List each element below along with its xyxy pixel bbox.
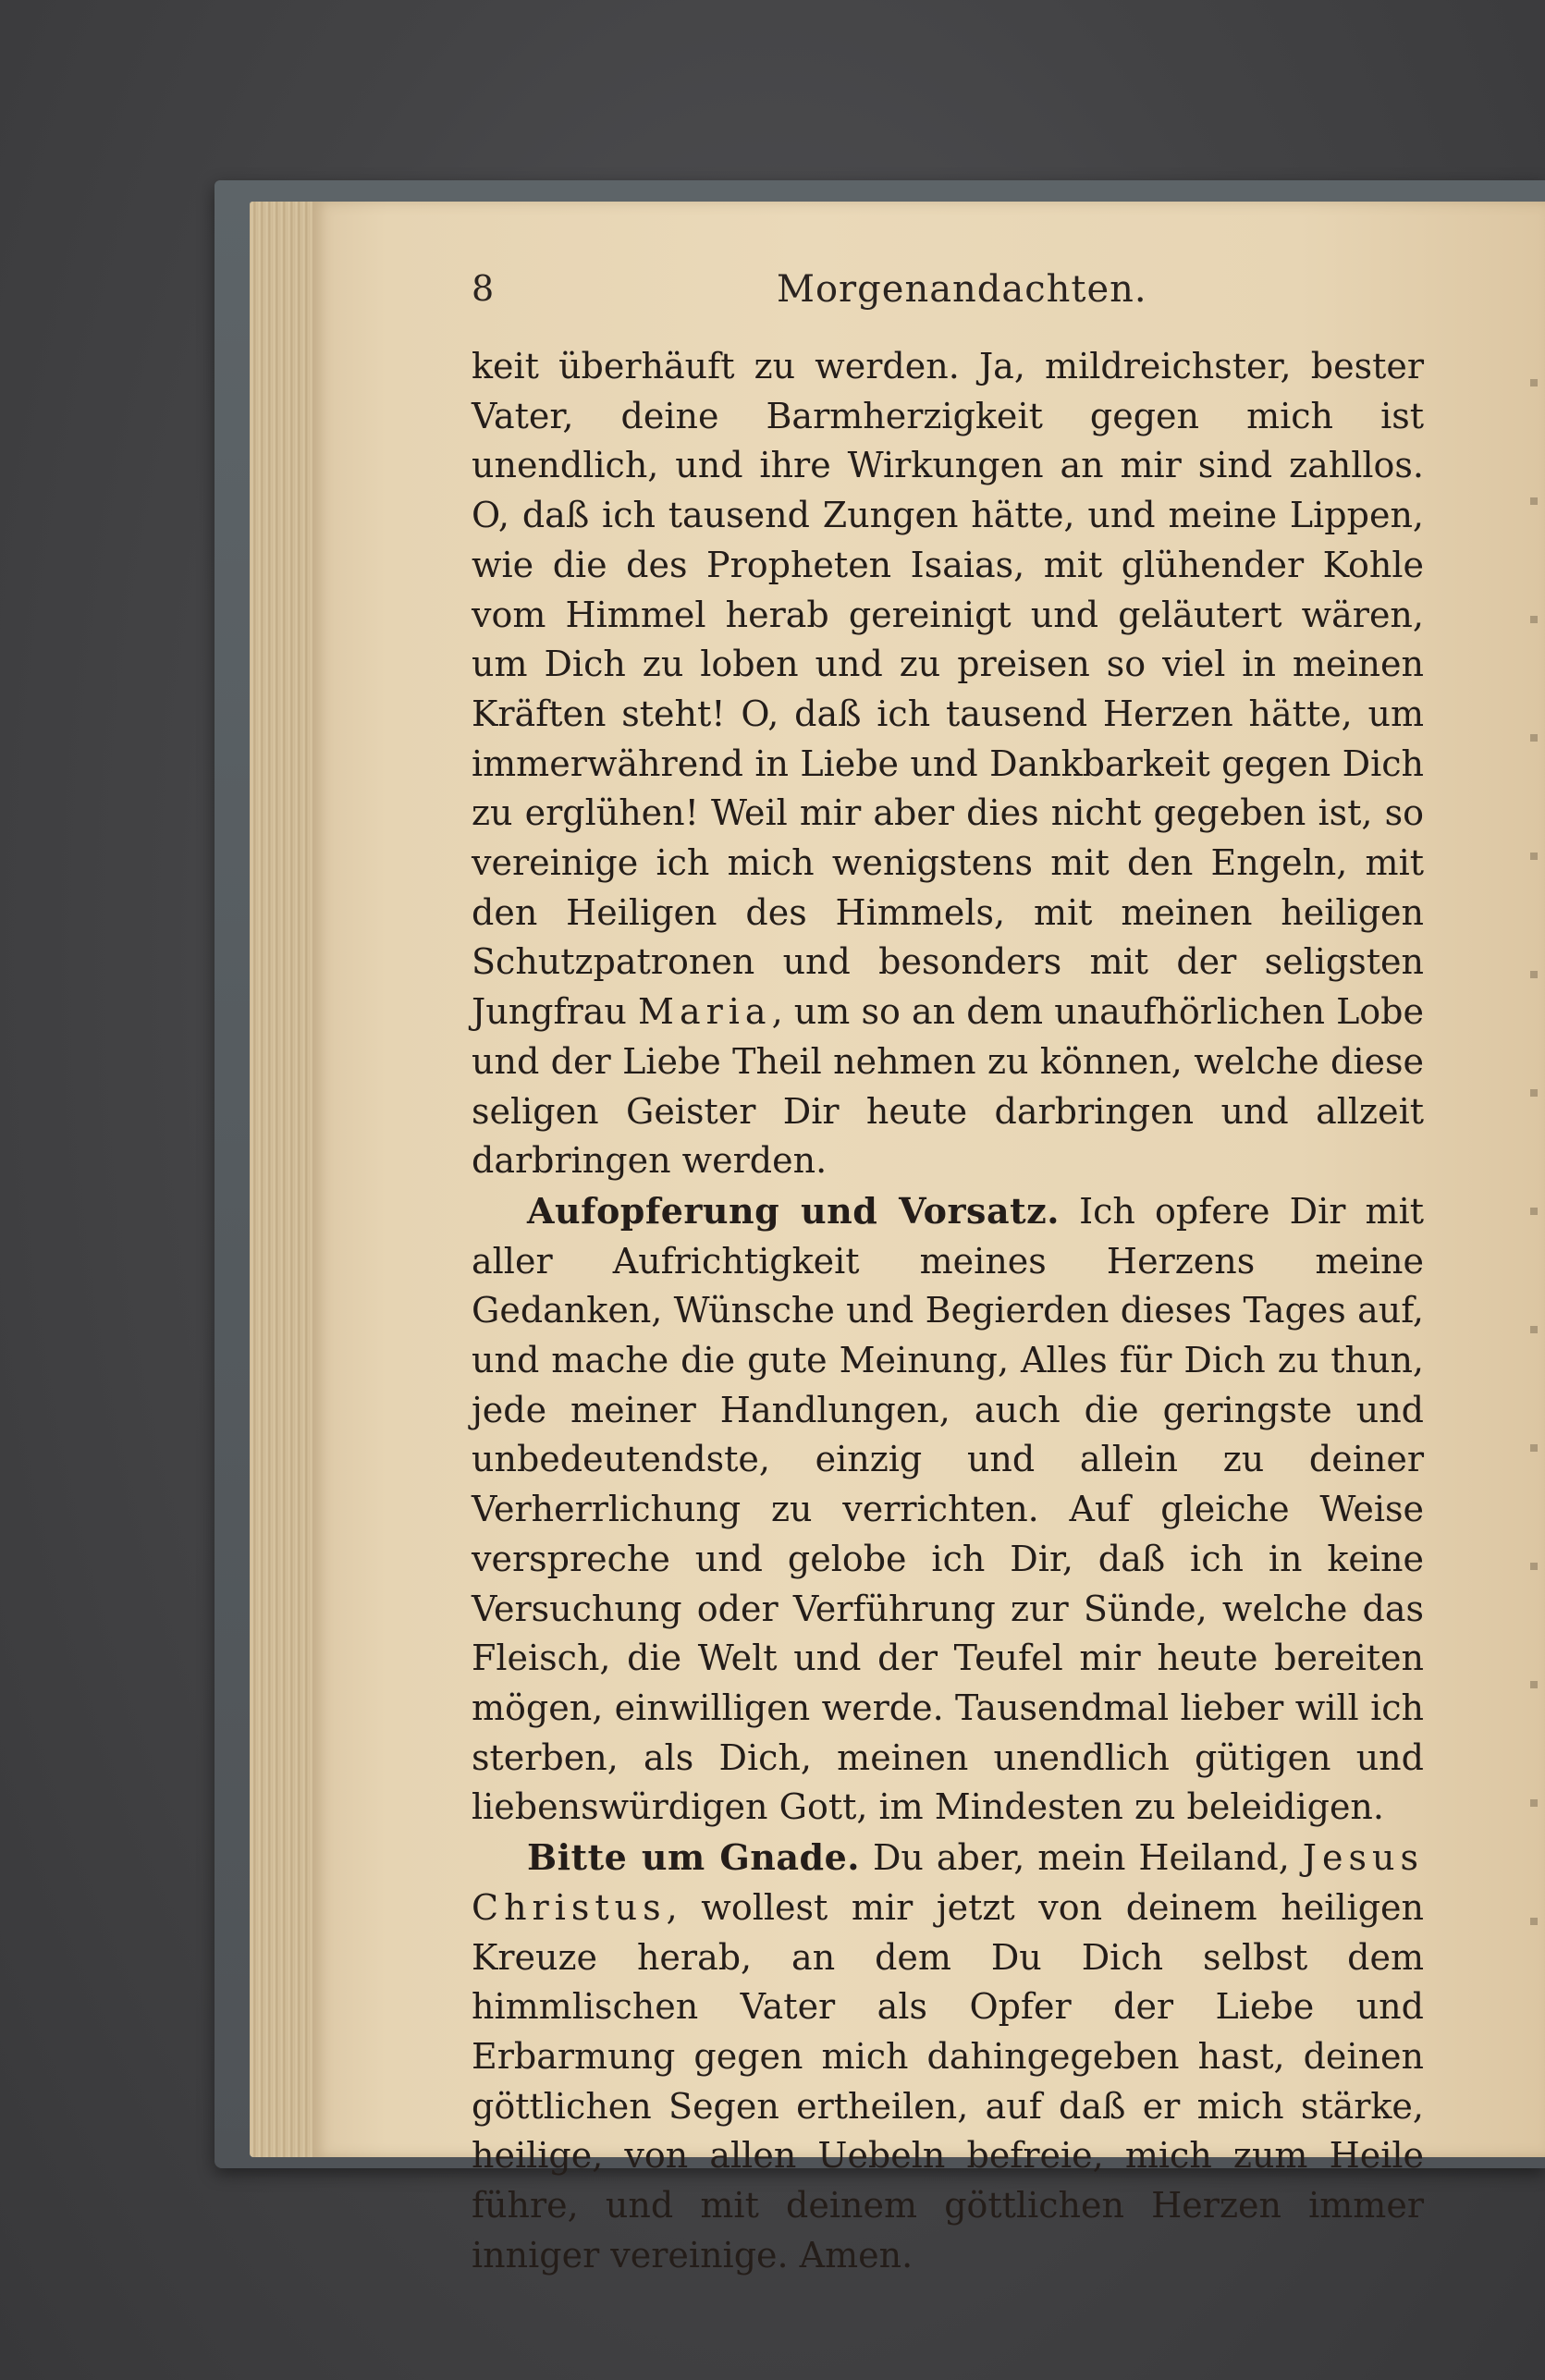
paragraph-text-end: , wollest mir jetzt von deinem heiligen Kreuze herab, an dem Du Dich selbst dem himmlischen Vater als Opfer der Liebe und Erbarmung gegen mich dahingegeben hast, deinen göttlichen Segen ertheilen, auf daß er mich stärke, heilige, von allen Uebeln befreie, mich zum Heile führe, und mit deinem göttlichen Herzen immer inniger vereinige. Amen. bbox=[472, 1886, 1424, 2276]
page-number: 8 bbox=[472, 268, 495, 309]
paragraph-text: Du aber, mein Heiland, bbox=[872, 1837, 1290, 1879]
paragraph-text: keit überhäuft zu werden. Ja, mildreichster, bester Vater, deine Barmherzigkeit gegen mich ist unendlich, und ihre Wirkungen an mir sind zahllos. O, daß ich tausend Zungen hätte, und meine Lippen, wie die des Propheten Isaias, mit glühender Kohle vom Himmel herab gereinigt und geläutert wären, um Dich zu loben und zu preisen so viel in meinen Kräften steht! O, daß ich tausend Herzen hätte, um immerwährend in Liebe und Dankbarkeit gegen Dich zu erglühen! Weil mir aber dies nicht gegeben ist, so vereinige ich mich wenigstens mit den Engeln, mit den Heiligen des Himmels, mit meinen heiligen Schutzpatronen und besonders mit der seligsten Jungfrau bbox=[472, 346, 1424, 1033]
section-heading-grace: Bitte um Gnade. bbox=[527, 1836, 861, 1879]
section-heading-offering: Aufopferung und Vorsatz. bbox=[527, 1189, 1060, 1232]
paragraph-text: Ich opfere Dir mit aller Aufrichtigkeit meines Herzens meine Gedanken, Wünsche und Begierden dieses Tages auf, und mache die gute Meinung, Alles für Dich zu thun, jede meiner Handlungen, auch die geringste und unbedeutendste, einzig und allein zu deiner Verherrlichung zu verrichten. Auf gleiche Weise verspreche und gelobe ich Dir, daß ich in keine Versuchung oder Verführung zur Sünde, welche das Fleisch, die Welt und der Teufel mir heute bereiten mögen, einwilligen werde. Tausendmal lieber will ich sterben, als Dich, meinen unendlich gütigen und liebenswürdigen Gott, im Mindesten zu beleidigen. bbox=[472, 1190, 1424, 1828]
page-edge-marks bbox=[1530, 268, 1538, 2025]
paragraph-offering bbox=[472, 1186, 1424, 1833]
paragraph-grace bbox=[472, 1833, 1424, 2280]
page-header bbox=[472, 268, 1424, 320]
name-maria: Maria bbox=[638, 991, 772, 1033]
page-body bbox=[472, 342, 1424, 2280]
running-head: Morgenandachten. bbox=[777, 268, 1147, 311]
paragraph-morning-praise bbox=[472, 342, 1424, 1186]
name-jesus-christus: Jesus Christus bbox=[472, 1837, 1424, 1928]
paragraph-text-end: , um so an dem unaufhörlichen Lobe und der Liebe Theil nehmen zu können, welche diese seligen Geister Dir heute darbringen und allzeit darbringen werden. bbox=[472, 991, 1424, 1182]
